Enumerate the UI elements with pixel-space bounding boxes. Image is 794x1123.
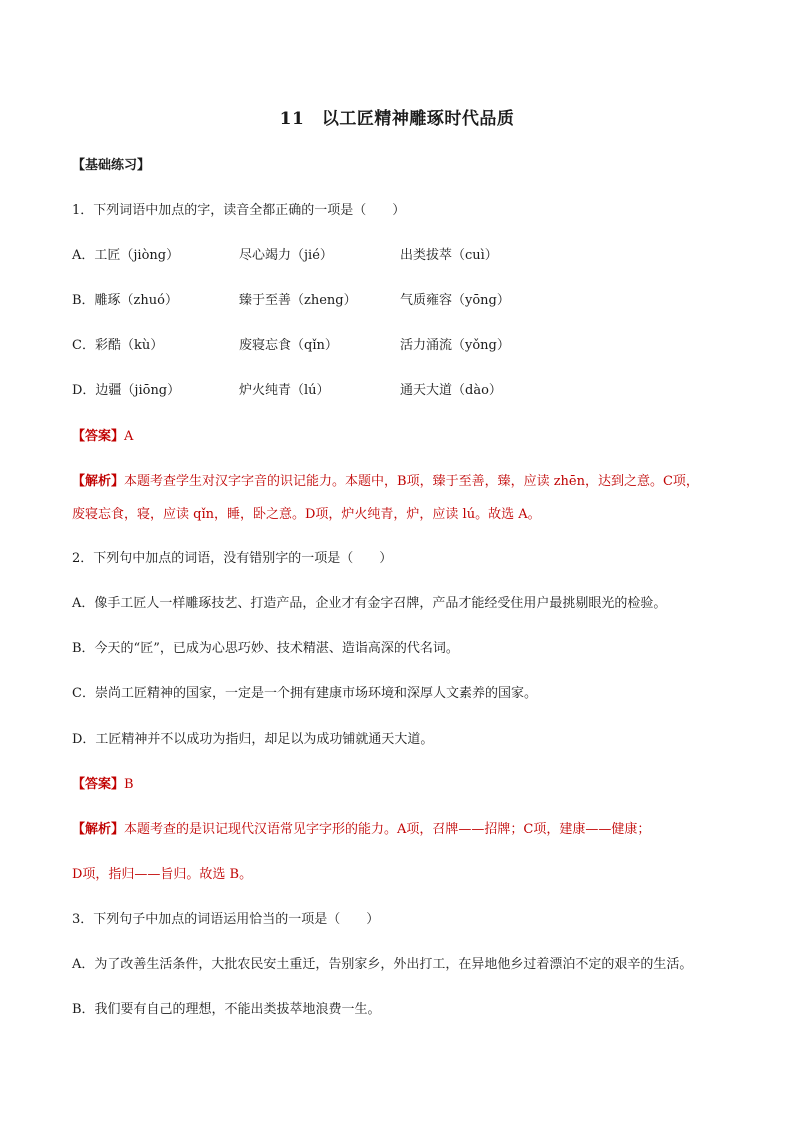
page-title: 11 以工匠精神雕琢时代品质 bbox=[279, 109, 515, 129]
analysis-text: 本题考查学生对汉字字音的识记能力。本题中，B项，臻于至善，臻，应读 zhēn，达到之意。C项， bbox=[124, 474, 699, 489]
question-1-option-c bbox=[72, 336, 732, 356]
question-3-stem: 3．下列句子中加点的词语运用恰当的一项是（ ） bbox=[72, 912, 380, 927]
question-2-answer bbox=[72, 775, 134, 795]
option-word: 出类拔萃（cuì） bbox=[400, 248, 498, 263]
question-1-option-b bbox=[72, 291, 732, 311]
question-1-option-a bbox=[72, 246, 732, 266]
question-2-option-d: D．工匠精神并不以成功为指归，却足以为成功铺就通天大道。 bbox=[72, 732, 434, 747]
analysis-text: 本题考查的是识记现代汉语常见字字形的能力。A项，召牌——招牌；C项，建康——健康； bbox=[124, 822, 651, 837]
option-word: 臻于至善（zheng） bbox=[239, 293, 357, 308]
question-2-stem: 2．下列句中加点的词语，没有错别字的一项是（ ） bbox=[72, 551, 393, 566]
question-3-option-a: A．为了改善生活条件，大批农民安土重迁，告别家乡，外出打工，在异地他乡过着漂泊不定的艰辛的生活。 bbox=[72, 957, 693, 972]
option-word: C．彩酷（kù） bbox=[72, 338, 164, 353]
question-2-analysis-line-2: D项，指归——旨归。故选 B。 bbox=[72, 867, 253, 882]
question-2-option-c: C．崇尚工匠精神的国家，一定是一个拥有建康市场环境和深厚人文素养的国家。 bbox=[72, 686, 537, 701]
question-1-option-d bbox=[72, 381, 732, 401]
answer-label: 【答案】 bbox=[72, 429, 125, 444]
question-2-option-b: B．今天的“匠”，已成为心思巧妙、技术精湛、造诣高深的代名词。 bbox=[72, 641, 459, 656]
question-3-option-b: B．我们要有自己的理想，不能出类拔萃地浪费一生。 bbox=[72, 1002, 381, 1017]
option-word: B．雕琢（zhuó） bbox=[72, 293, 178, 308]
question-1-analysis-line-2: 废寝忘食，寝，应读 qǐn，睡，卧之意。D项，炉火纯青，炉，应读 lú。故选 A。 bbox=[72, 507, 541, 522]
question-1-stem: 1．下列词语中加点的字，读音全都正确的一项是（ ） bbox=[72, 203, 406, 218]
option-word: 气质雍容（yōng） bbox=[400, 293, 510, 308]
analysis-label: 【解析】 bbox=[72, 474, 125, 489]
section-heading: 【基础练习】 bbox=[72, 158, 151, 173]
option-word: D．边疆（jiōng） bbox=[72, 383, 181, 398]
answer-value: B bbox=[124, 777, 134, 792]
answer-value: A bbox=[124, 429, 134, 444]
option-word: 炉火纯青（lú） bbox=[239, 383, 330, 398]
option-word: 活力涌流（yǒng） bbox=[400, 338, 510, 353]
question-1-analysis-line-1 bbox=[72, 472, 699, 492]
option-word: A．工匠（jiòng） bbox=[72, 248, 180, 263]
question-2-option-a: A．像手工匠人一样雕琢技艺、打造产品，企业才有金字召牌，产品才能经受住用户最挑剔眼光的检验。 bbox=[72, 596, 667, 611]
analysis-label: 【解析】 bbox=[72, 822, 125, 837]
question-2-analysis-line-1 bbox=[72, 820, 650, 840]
question-1-answer bbox=[72, 427, 133, 447]
answer-label: 【答案】 bbox=[72, 777, 125, 792]
option-word: 废寝忘食（qǐn） bbox=[239, 338, 338, 353]
option-word: 尽心竭力（jié） bbox=[239, 248, 333, 263]
option-word: 通天大道（dào） bbox=[400, 383, 502, 398]
